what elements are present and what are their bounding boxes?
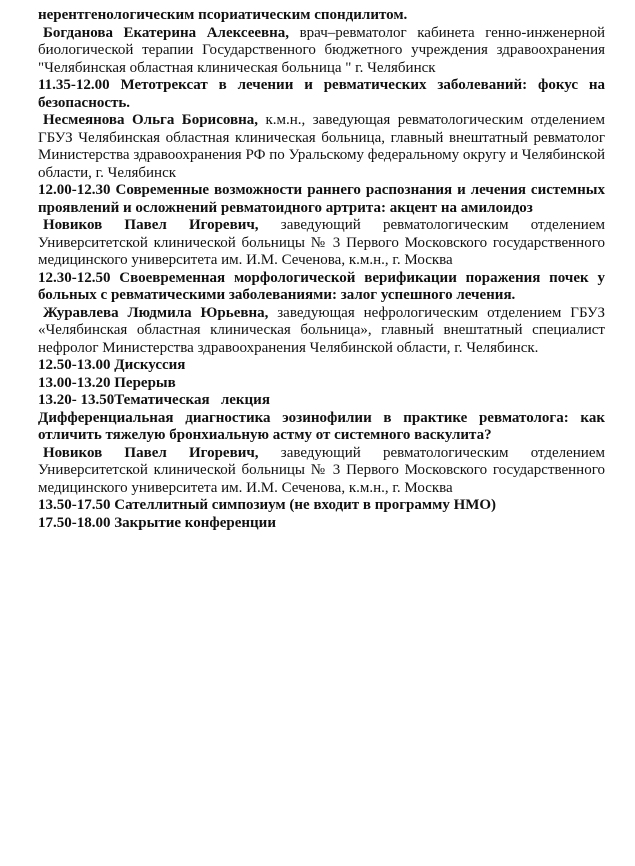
speaker-name: Несмеянова Ольга Борисовна, — [43, 112, 258, 128]
speaker-name: Богданова Екатерина Алексеевна, — [43, 24, 290, 41]
session-title: 17.50-18.00 Закрытие конференции — [38, 514, 276, 531]
session-title: нерентгенологическим псориатическим спондилитом. — [38, 7, 408, 23]
session-title: 12.30-12.50 Своевременная морфологической верификации поражения почек у больных с ревматическими заболеваниями: залог успешного лечения. — [38, 269, 605, 303]
lecture-title: Дифференциальная диагностика эозинофилии в практике ревматолога: как отличить тяжелую бронхиальную астму от системного васкулита? — [38, 409, 605, 443]
session-title: 12.50-13.00 Дискуссия — [38, 357, 186, 373]
speaker-info — [38, 25, 605, 78]
speaker-name: Журавлева Людмила Юрьевна, — [43, 304, 269, 321]
speaker-info — [38, 445, 605, 498]
speaker-name: Новиков Павел Игоревич, — [43, 444, 259, 461]
session-title: 13.20- 13.50Тематическая лекция — [38, 392, 270, 408]
speaker-info — [38, 217, 605, 270]
speaker-description: к.м.н., заведующая ревматологическим отделением ГБУЗ Челябинская областная клиническая больница, главный внештатный ревматолог Министерства здравоохранения РФ по Уральскому федеральному округу и Челябинской области, г. Челябинск — [38, 112, 605, 181]
session-title: 13.50-17.50 Сателлитный симпозиум (не входит в программу НМО) — [38, 497, 497, 513]
session-title: 11.35-12.00 Метотрексат в лечении и ревматических заболеваний: фокус на безопасность. — [38, 77, 605, 111]
session-title: 12.00-12.30 Современные возможности раннего распознания и лечения системных проявлений и осложнений ревматоидного артрита: акцент на амилоидоз — [38, 182, 605, 216]
speaker-description: заведующий ревматологическим отделением Университетской клинической больницы № 3 Первого Московского государственного медицинского университета им. И.М. Сеченова, к.м.н., г. Москва — [38, 217, 605, 268]
speaker-name: Новиков Павел Игоревич, — [43, 217, 259, 233]
session-title: 13.00-13.20 Перерыв — [38, 374, 176, 391]
speaker-description: заведующий ревматологическим отделением Университетской клинической больницы № 3 Первого Московского государственного медицинского университета им. И.М. Сеченова, к.м.н., г. Москва — [38, 444, 605, 496]
speaker-description: заведующая нефрологическим отделением ГБУЗ «Челябинская областная клиническая больница», главный внештатный специалист нефролог Министерства здравоохранения Челябинской области, г. Челябинск. — [38, 304, 605, 356]
speaker-description: врач–ревматолог кабинета генно-инженерной биологической терапии Государственного бюджетного учреждения здравоохранения "Челябинская областная клиническая больница " г. Челябинск — [38, 24, 605, 76]
speaker-info — [38, 305, 605, 358]
document-page — [38, 7, 605, 532]
speaker-info — [38, 112, 605, 182]
